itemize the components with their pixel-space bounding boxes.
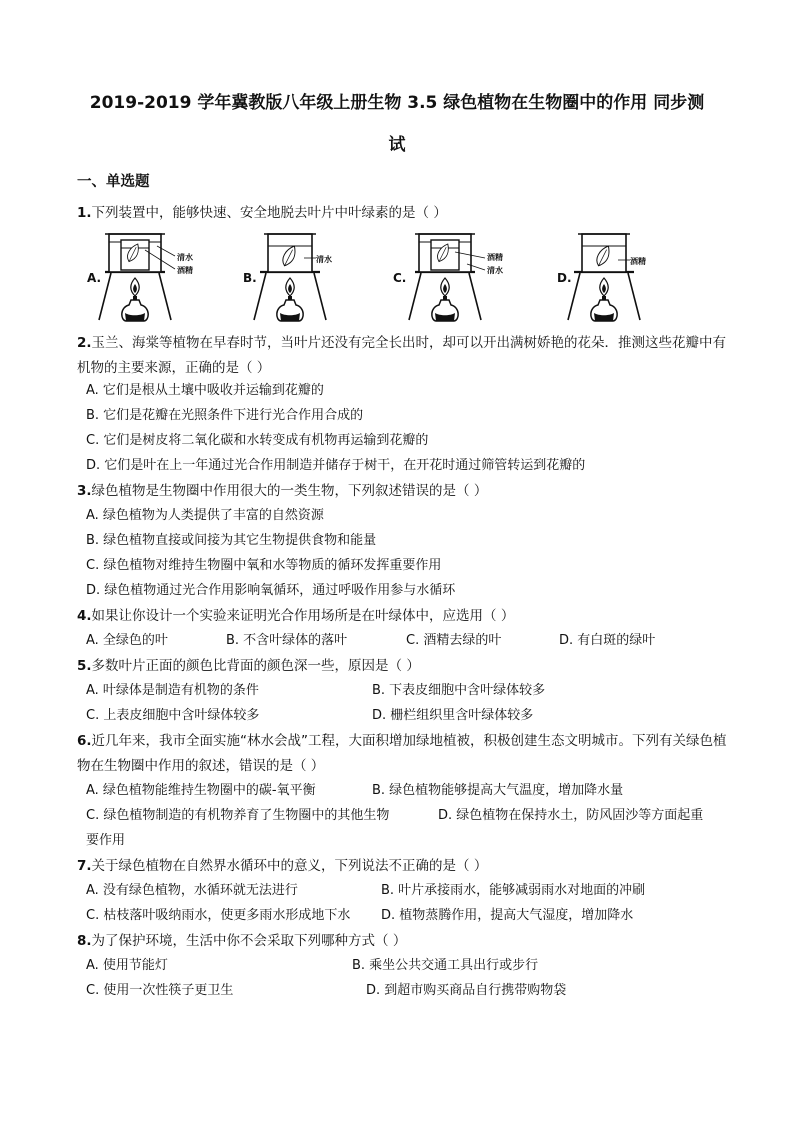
question-number: 3. [77, 483, 92, 499]
q4-option-c[interactable]: C. 酒精去绿的叶 [406, 633, 502, 648]
q6-option-d-continued: 要作用 [86, 833, 126, 848]
question-number: 8. [77, 933, 92, 949]
q3-option-c[interactable]: C. 绿色植物对维持生物圈中氧和水等物质的循环发挥重要作用 [86, 558, 442, 573]
question-number: 4. [77, 608, 92, 624]
q2-option-a[interactable]: A. 它们是根从土壤中吸收并运输到花瓣的 [86, 383, 324, 398]
label-water-c: 清水 [487, 266, 503, 275]
q3-option-a[interactable]: A. 绿色植物为人类提供了丰富的自然资源 [86, 508, 324, 523]
label-water-a: 清水 [177, 253, 193, 262]
question-5 [77, 654, 727, 679]
label-water-b: 清水 [316, 255, 332, 264]
q3-option-b[interactable]: B. 绿色植物直接或间接为其它生物提供食物和能量 [86, 533, 377, 548]
document-title [40, 82, 754, 166]
question-3 [77, 479, 727, 504]
label-alcohol-a: 酒精 [177, 266, 193, 275]
q6-option-d[interactable]: D. 绿色植物在保持水土，防风固沙等方面起重 [438, 808, 704, 823]
option-letter-d: D. [557, 271, 572, 285]
q5-option-a[interactable]: A. 叶绿体是制造有机物的条件 [86, 683, 259, 698]
question-number: 6. [77, 733, 92, 749]
question-text: 多数叶片正面的颜色比背面的颜色深一些，原因是（ ） [91, 658, 420, 674]
figure-a [87, 234, 193, 321]
question-text: 近几年来，我市全面实施“林水会战”工程，大面积增加绿地植被，积极创建生态文明城市。下列有关绿色植物在生物圈中作用的叙述，错误的是（ ） [77, 733, 727, 774]
q7-option-b[interactable]: B. 叶片承接雨水，能够减弱雨水对地面的冲刷 [381, 883, 646, 898]
q6-option-c[interactable]: C. 绿色植物制造的有机物养育了生物圈中的其他生物 [86, 808, 390, 823]
q8-option-a[interactable]: A. 使用节能灯 [86, 958, 168, 973]
option-letter-a: A. [87, 271, 102, 285]
q3-option-d[interactable]: D. 绿色植物通过光合作用影响氧循环，通过呼吸作用参与水循环 [86, 583, 456, 598]
q8-option-c[interactable]: C. 使用一次性筷子更卫生 [86, 983, 234, 998]
question-text: 绿色植物是生物圈中作用很大的一类生物，下列叙述错误的是（ ） [91, 483, 488, 499]
label-alcohol-c: 酒精 [487, 253, 503, 262]
question-number: 2. [77, 335, 92, 351]
apparatus-figures [80, 228, 680, 324]
question-text: 如果让你设计一个实验来证明光合作用场所是在叶绿体中，应选用（ ） [91, 608, 515, 624]
question-2 [77, 331, 727, 381]
question-number: 7. [77, 858, 92, 874]
q4-option-d[interactable]: D. 有白斑的绿叶 [559, 633, 656, 648]
q7-option-c[interactable]: C. 枯枝落叶吸纳雨水，使更多雨水形成地下水 [86, 908, 351, 923]
q4-option-a[interactable]: A. 全绿色的叶 [86, 633, 168, 648]
question-text: 下列装置中，能够快速、安全地脱去叶片中叶绿素的是（ ） [91, 205, 447, 221]
question-6 [77, 729, 727, 779]
title-line-1: 2019-2019 学年冀教版八年级上册生物 3.5 绿色植物在生物圈中的作用 同步测 [89, 93, 705, 113]
question-7 [77, 854, 727, 879]
q6-option-b[interactable]: B. 绿色植物能够提高大气温度，增加降水量 [372, 783, 624, 798]
question-4 [77, 604, 727, 629]
question-text: 为了保护环境，生活中你不会采取下列哪种方式（ ） [91, 933, 407, 949]
q5-option-b[interactable]: B. 下表皮细胞中含叶绿体较多 [372, 683, 546, 698]
figure-c [393, 234, 503, 321]
figure-d [557, 234, 646, 321]
question-8 [77, 929, 727, 954]
q8-option-b[interactable]: B. 乘坐公共交通工具出行或步行 [352, 958, 539, 973]
figure-b [243, 234, 332, 321]
question-1 [77, 201, 727, 226]
question-number: 5. [77, 658, 92, 674]
q6-option-a[interactable]: A. 绿色植物能维持生物圈中的碳-氧平衡 [86, 783, 316, 798]
q5-option-c[interactable]: C. 上表皮细胞中含叶绿体较多 [86, 708, 260, 723]
q4-option-b[interactable]: B. 不含叶绿体的落叶 [226, 633, 348, 648]
q2-option-d[interactable]: D. 它们是叶在上一年通过光合作用制造并储存于树干，在开花时通过筛管转运到花瓣的 [86, 458, 586, 473]
option-letter-b: B. [243, 271, 257, 285]
q2-option-c[interactable]: C. 它们是树皮将二氧化碳和水转变成有机物再运输到花瓣的 [86, 433, 429, 448]
q7-option-d[interactable]: D. 植物蒸腾作用，提高大气湿度，增加降水 [381, 908, 634, 923]
question-text: 玉兰、海棠等植物在早春时节，当叶片还没有完全长出时，却可以开出满树娇艳的花朵．推测这些花瓣中有机物的主要来源，正确的是（ ） [77, 335, 727, 376]
option-letter-c: C. [393, 271, 407, 285]
q7-option-a[interactable]: A. 没有绿色植物，水循环就无法进行 [86, 883, 298, 898]
question-number: 1. [77, 205, 92, 221]
q5-option-d[interactable]: D. 栅栏组织里含叶绿体较多 [372, 708, 534, 723]
q8-option-d[interactable]: D. 到超市购买商品自行携带购物袋 [366, 983, 567, 998]
label-alcohol-d: 酒精 [630, 257, 646, 266]
title-line-2: 试 [388, 135, 406, 155]
section-heading: 一、单选题 [77, 174, 150, 190]
q2-option-b[interactable]: B. 它们是花瓣在光照条件下进行光合作用合成的 [86, 408, 364, 423]
question-text: 关于绿色植物在自然界水循环中的意义，下列说法不正确的是（ ） [91, 858, 488, 874]
